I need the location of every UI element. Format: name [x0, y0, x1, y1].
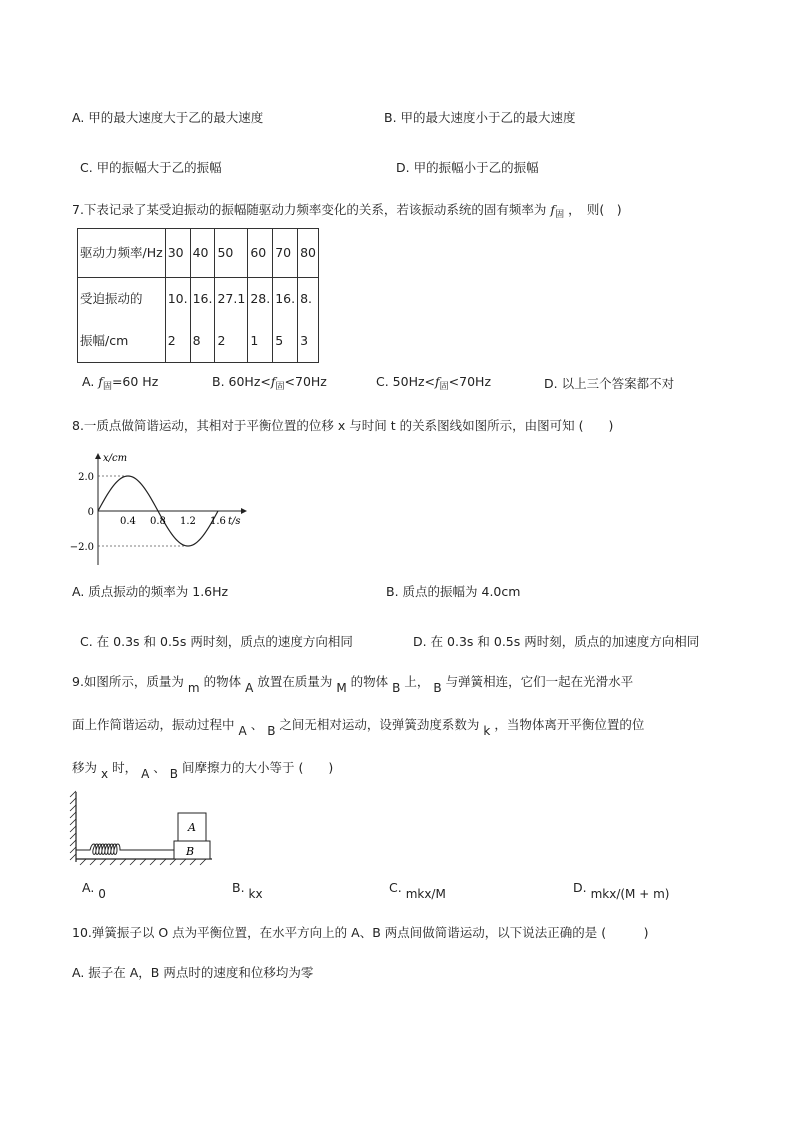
block-a-label: A: [188, 821, 196, 834]
q9-option-c: C. mkx/M: [389, 880, 446, 901]
x-axis-label: t/s: [228, 516, 241, 527]
table-row: [78, 278, 319, 363]
y-tick-label: 2.0: [78, 472, 94, 483]
table-cell: 16. 5: [273, 278, 298, 363]
q8-option-c: C. 在 0.3s 和 0.5s 两时刻，质点的速度方向相同: [80, 634, 353, 649]
x-tick-label: 1.2: [180, 516, 196, 527]
x-tick-label: 1.6: [210, 516, 226, 527]
q9-option-a: A. 0: [82, 880, 106, 901]
table-cell: 40: [190, 229, 215, 278]
table-cell: 8. 3: [298, 278, 319, 363]
q9-stem-line-3: 移为 x 时， A 、 B 间摩擦力的大小等于 ( ): [72, 760, 334, 781]
q9-stem-line-2: 面上作简谐运动，振动过程中 A 、 B 之间无相对运动，设弹簧劲度系数为 k ，当物体离开平衡位置的位: [72, 717, 645, 738]
table-cell: 80: [298, 229, 319, 278]
q7-option-d: D. 以上三个答案都不对: [544, 376, 675, 391]
q7-frequency-table: [77, 228, 319, 363]
y-tick-label: −2.0: [70, 542, 94, 553]
q7-stem: 7.下表记录了某受迫振动的振幅随驱动力频率变化的关系，若该振动系统的固有频率为 $f_固$ ， 则( ): [72, 202, 622, 220]
table-cell: 28. 1: [248, 278, 273, 363]
y-tick-label: 0: [87, 507, 94, 518]
x-tick-label: 0.8: [150, 516, 166, 527]
y-tick-labels: [70, 472, 94, 553]
q6-option-d: D. 甲的振幅小于乙的振幅: [396, 160, 539, 175]
x-tick-labels: [120, 516, 226, 527]
q8-option-b: B. 质点的振幅为 4.0cm: [386, 584, 521, 599]
table-cell: 驱动力频率/Hz: [78, 229, 166, 278]
table-row: [78, 229, 319, 278]
q10-stem: 10.弹簧振子以 O 点为平衡位置，在水平方向上的 A、B 两点间做简谐运动，以下说法正确的是 ( ): [72, 925, 649, 940]
block-b-label: B: [186, 845, 195, 858]
wall-hatching: [70, 791, 76, 862]
q8-option-a: A. 质点振动的频率为 1.6Hz: [72, 584, 229, 599]
q9-option-b: B. kx: [232, 880, 263, 901]
table-cell: 60: [248, 229, 273, 278]
table-cell: 70: [273, 229, 298, 278]
q6-option-b: B. 甲的最大速度小于乙的最大速度: [384, 110, 576, 125]
q9-option-d: D. mkx/(M + m): [573, 880, 670, 901]
q9-stem-line-1: 9.如图所示，质量为 m 的物体 A 放置在质量为 M 的物体 B 上， B 与弹簧相连，它们一起在光滑水平: [72, 674, 634, 695]
spring-block-figure: [68, 788, 218, 868]
displacement-time-graph: [70, 448, 260, 570]
y-axis-label: x/cm: [103, 453, 128, 464]
q7-option-a: A. $f_固=60$ Hz: [82, 374, 159, 392]
table-cell: 受迫振动的 振幅/cm: [78, 278, 166, 363]
q8-option-d: D. 在 0.3s 和 0.5s 两时刻，质点的加速度方向相同: [413, 634, 700, 649]
spring: [76, 844, 174, 855]
table-cell: 10. 2: [165, 278, 190, 363]
table-cell: 30: [165, 229, 190, 278]
table-cell: 50: [215, 229, 248, 278]
q8-stem: 8.一质点做简谐运动，其相对于平衡位置的位移 x 与时间 t 的关系图线如图所示，由图可知 ( ): [72, 418, 614, 433]
q10-option-a: A. 振子在 A，B 两点时的速度和位移均为零: [72, 965, 314, 980]
q6-option-c: C. 甲的振幅大于乙的振幅: [80, 160, 222, 175]
x-tick-label: 0.4: [120, 516, 136, 527]
q6-option-a: A. 甲的最大速度大于乙的最大速度: [72, 110, 264, 125]
floor-hatching: [76, 859, 212, 865]
table-cell: 27.1 2: [215, 278, 248, 363]
table-cell: 16. 8: [190, 278, 215, 363]
q7-option-c: C. $50Hz<f_固<70Hz$: [376, 374, 492, 392]
q7-option-b: B. $60Hz<f_固<70Hz$: [212, 374, 327, 392]
